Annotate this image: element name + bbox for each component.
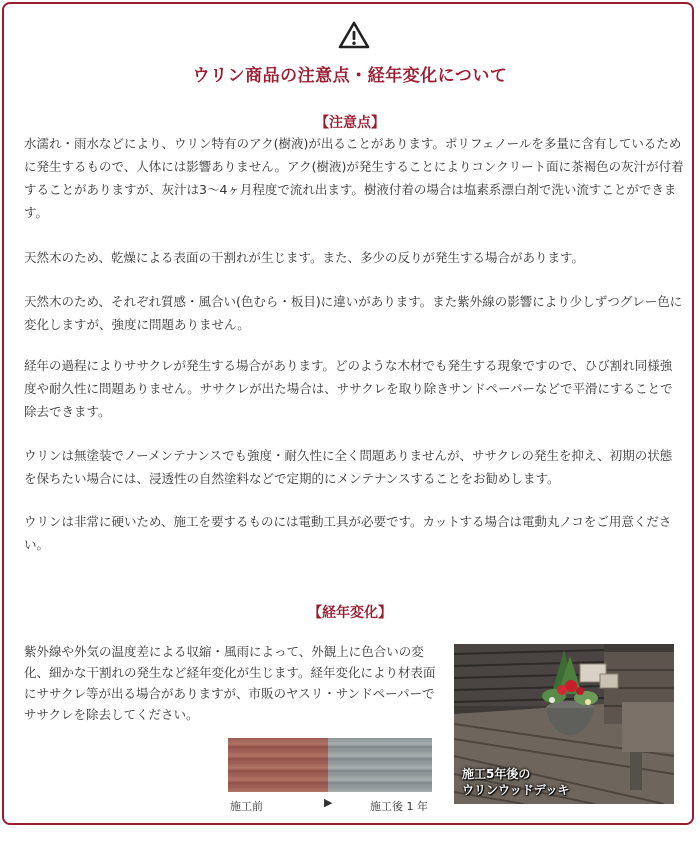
caution-paragraph-5: ウリンは無塗装でノーメンテナンスでも強度・耐久性に全く問題ありませんが、ササクレの発生を抑え、初期の状態を保ちたい場合には、浸透性の自然塗料などで定期的にメンテナンスすることをお勧めします。 bbox=[24, 448, 673, 486]
before-label: 施工前 bbox=[230, 800, 263, 813]
notice-panel bbox=[2, 2, 694, 825]
before-after-swatch bbox=[228, 738, 432, 792]
caution-paragraph-2: 天然木のため、乾燥による表面の干割れが生じます。また、多少の反りが発生する場合があります。 bbox=[24, 250, 585, 265]
aging-description: 紫外線や外気の温度差による収縮・風雨によって、外観上に色合いの変化、細かな干割れの発生など経年変化が生じます。経年変化により材表面にササクレ等が出る場合がありますが、市販のヤスリ・サンドペーパーでササクレを除去してください。 bbox=[24, 644, 436, 722]
caution-paragraph-4: 経年の過程によりササクレが発生する場合があります。どのような木材でも発生する現象ですので、ひび割れ同様強度や耐久性に問題ありません。ササクレが出た場合は、ササクレを取り除きサンドペーパーなどで平滑にすることで除去できます。 bbox=[24, 358, 673, 419]
before-wood-sample bbox=[228, 738, 328, 792]
caution-paragraph-6: ウリンは非常に硬いため、施工を要するものには電動工具が必要です。カットする場合は電動丸ノコをご用意ください。 bbox=[24, 514, 672, 552]
warning-triangle-icon bbox=[337, 20, 371, 50]
deck-photo bbox=[454, 644, 674, 804]
cautions-heading: 【注意点】 bbox=[315, 115, 385, 131]
arrow-right-icon: ▶ bbox=[324, 796, 333, 809]
after-wood-sample bbox=[328, 738, 432, 792]
aging-heading: 【経年変化】 bbox=[308, 605, 392, 621]
photo-caption-line-1: 施工5年後の bbox=[462, 767, 531, 781]
caution-paragraph-1: 水濡れ・雨水などにより、ウリン特有のアク(樹液)が出ることがあります。ポリフェノールを多量に含有しているために発生するもので、人体には影響ありません。アク(樹液)が発生することによりコンクリート面に茶褐色の灰汁が付着することがありますが、灰汁は3〜4ヶ月程度で流れ出ます。樹液付着の場合は塩素系漂白剤で洗い流すことができます。 bbox=[24, 136, 684, 220]
photo-caption-line-2: ウリンウッドデッキ bbox=[462, 783, 570, 797]
page-title: ウリン商品の注意点・経年変化について bbox=[192, 66, 508, 86]
after-label: 施工後 1 年 bbox=[370, 800, 428, 813]
caution-paragraph-3: 天然木のため、それぞれ質感・風合い(色むら・板目)に違いがあります。また紫外線の影響により少しずつグレー色に変化しますが、強度に問題ありません。 bbox=[24, 294, 683, 332]
photo-caption bbox=[462, 766, 570, 798]
